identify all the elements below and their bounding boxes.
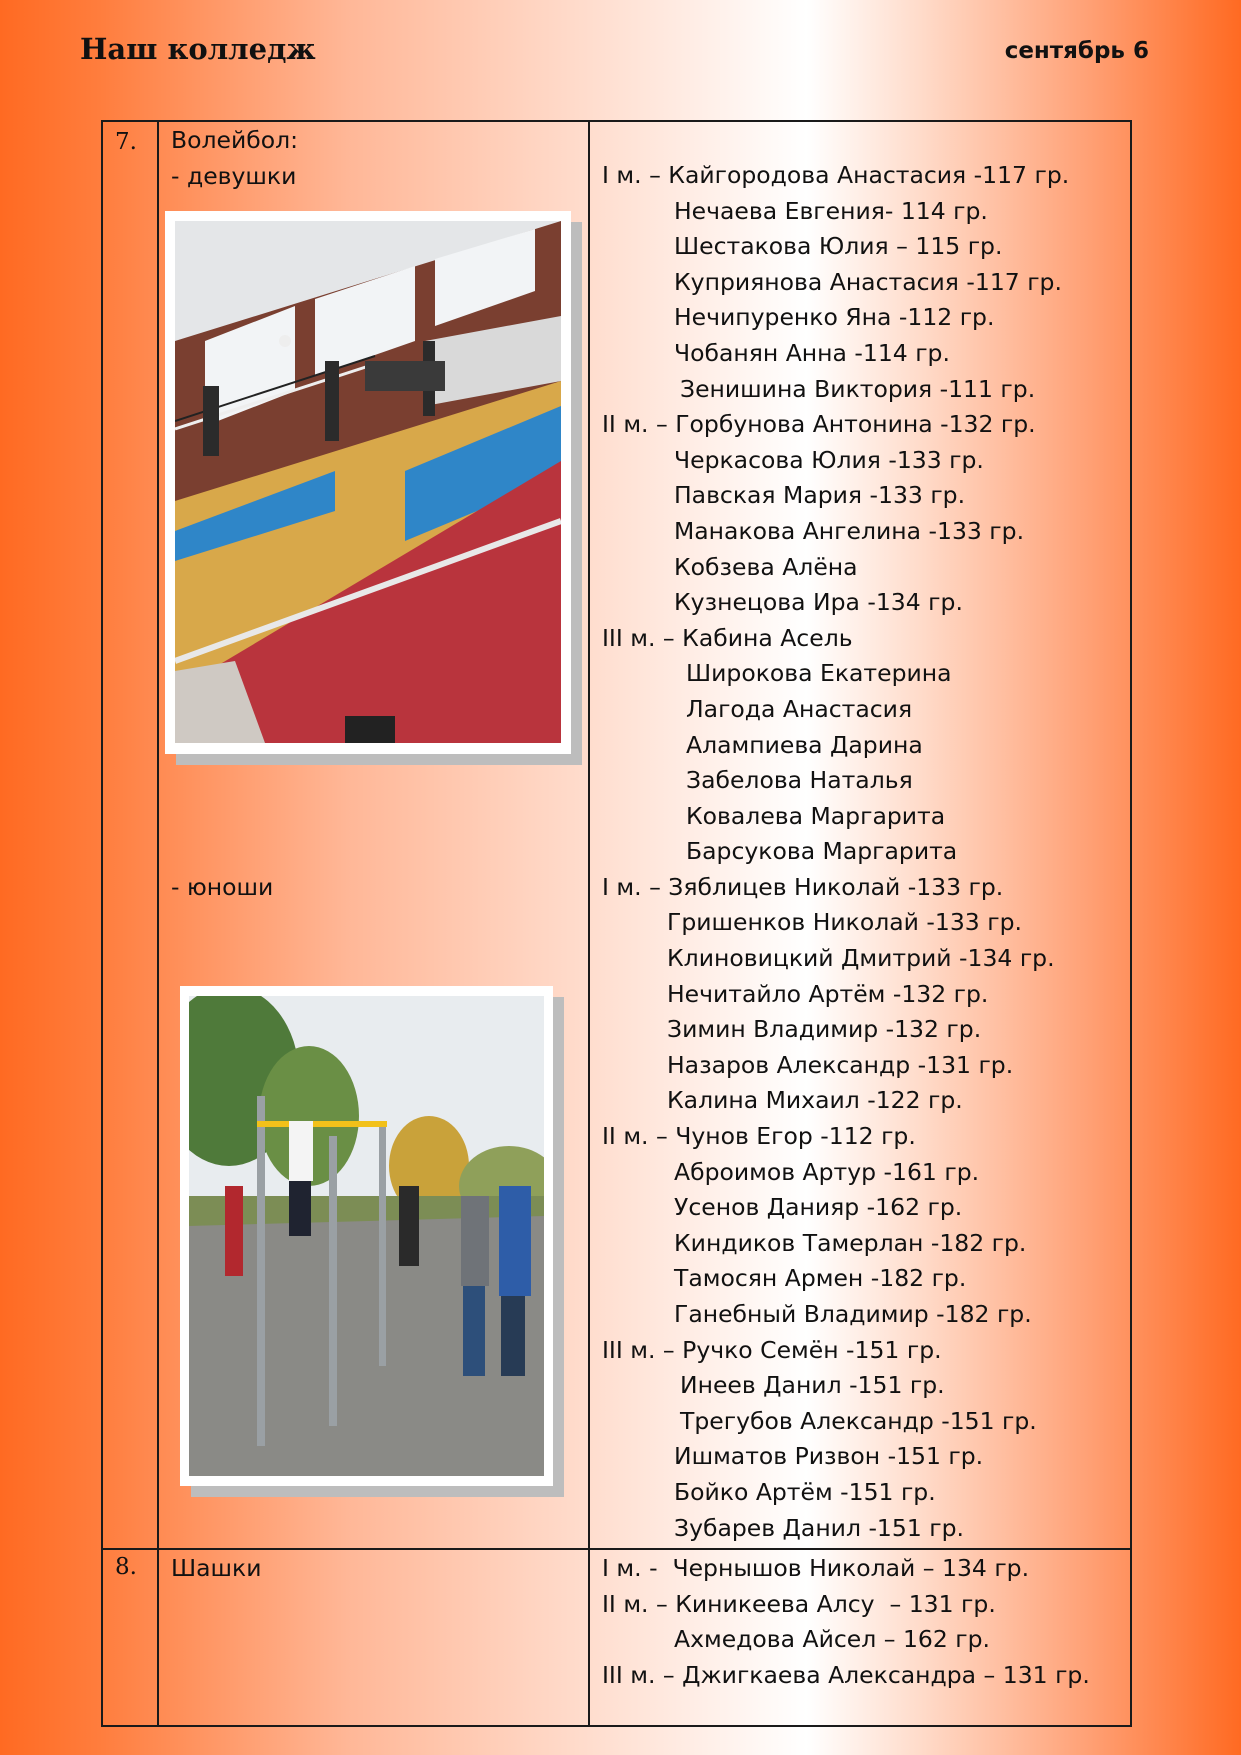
result-line: III м. – Кабина Асель [602, 623, 853, 652]
event-name: Волейбол: [171, 126, 299, 154]
result-line: Ганебный Владимир -182 гр. [674, 1300, 1032, 1328]
result-line: Тамосян Армен -182 гр. [674, 1264, 967, 1293]
result-line: Куприянова Анастасия -117 гр. [674, 267, 1062, 296]
result-line: Черкасова Юлия -133 гр. [674, 445, 984, 474]
result-line: Нечипуренко Яна -112 гр. [674, 303, 995, 332]
result-line: Ахмедова Айсел – 162 гр. [674, 1625, 991, 1654]
result-line: Кобзева Алёна [674, 552, 858, 581]
result-line: Нечаева Евгения- 114 гр. [674, 196, 988, 225]
result-line: Бойко Артём -151 гр. [674, 1477, 936, 1506]
result-line: Аброимов Артур -161 гр. [674, 1157, 980, 1186]
result-line: II м. – Киникеева Алсу – 131 гр. [602, 1589, 996, 1618]
result-line: Зенишина Виктория -111 гр. [680, 374, 1036, 403]
result-line: Шестакова Юлия – 115 гр. [674, 232, 1003, 261]
result-line: Лагода Анастасия [686, 694, 913, 723]
result-line: II м. – Чунов Егор -112 гр. [602, 1122, 916, 1151]
result-line: Зубарев Данил -151 гр. [674, 1513, 964, 1542]
result-line: Калина Михаил -122 гр. [667, 1086, 963, 1115]
results-list-volleyball [602, 158, 1069, 1546]
result-line: Трегубов Александр -151 гр. [680, 1406, 1037, 1435]
result-line: Чобанян Анна -114 гр. [674, 338, 950, 367]
row-number: 8. [115, 1554, 137, 1580]
result-line: III м. – Джигкаева Александра – 131 гр. [602, 1660, 1090, 1689]
table-border-left [101, 120, 103, 1727]
result-line: Кузнецова Ира -134 гр. [674, 588, 963, 617]
result-line: Нечитайло Артём -132 гр. [667, 979, 989, 1008]
result-line: Зимин Владимир -132 гр. [667, 1015, 982, 1044]
column-divider-2 [588, 120, 590, 1727]
category-label-girls: - девушки [171, 162, 297, 190]
result-line: Клиновицкий Дмитрий -134 гр. [667, 944, 1055, 973]
category-label-boys: - юноши [171, 873, 274, 901]
event-name: Шашки [171, 1554, 262, 1582]
result-line: II м. – Горбунова Антонина -132 гр. [602, 410, 1036, 439]
result-line: Гришенков Николай -133 гр. [667, 908, 1022, 937]
results-list-checkers [602, 1551, 1090, 1693]
table-border-right [1130, 120, 1132, 1727]
newsletter-title: Наш колледж [80, 32, 316, 66]
result-line: Манакова Ангелина -133 гр. [674, 516, 1025, 545]
result-line: I м. – Кайгородова Анастасия -117 гр. [602, 161, 1070, 189]
volleyball-girls-photo [165, 211, 571, 754]
column-divider-1 [157, 120, 159, 1727]
issue-label: сентябрь 6 [1004, 38, 1149, 64]
boys-training-photo [180, 986, 553, 1486]
result-line: I м. - Чернышов Николай – 134 гр. [602, 1554, 1030, 1582]
result-line: I м. – Зяблицев Николай -133 гр. [602, 872, 1004, 901]
result-line: Алампиева Дарина [686, 730, 923, 759]
result-line: Ишматов Ризвон -151 гр. [674, 1442, 984, 1471]
table-border-top [101, 120, 1132, 122]
result-line: Барсукова Маргарита [686, 837, 958, 866]
result-line: Киндиков Тамерлан -182 гр. [674, 1228, 1027, 1257]
result-line: Павская Мария -133 гр. [674, 481, 966, 510]
row-divider [101, 1548, 1132, 1550]
table-border-bottom [101, 1725, 1132, 1727]
result-line: Назаров Александр -131 гр. [667, 1050, 1014, 1079]
result-line: III м. – Ручко Семён -151 гр. [602, 1335, 942, 1364]
outdoor-photo-image [189, 996, 544, 1476]
result-line: Широкова Екатерина [686, 659, 952, 688]
result-line: Ковалева Маргарита [686, 801, 946, 830]
result-line: Забелова Наталья [686, 766, 913, 795]
gym-photo-image [175, 221, 561, 743]
row-number: 7. [115, 129, 137, 155]
result-line: Усенов Данияр -162 гр. [674, 1193, 963, 1222]
result-line: Инеев Данил -151 гр. [680, 1371, 945, 1400]
